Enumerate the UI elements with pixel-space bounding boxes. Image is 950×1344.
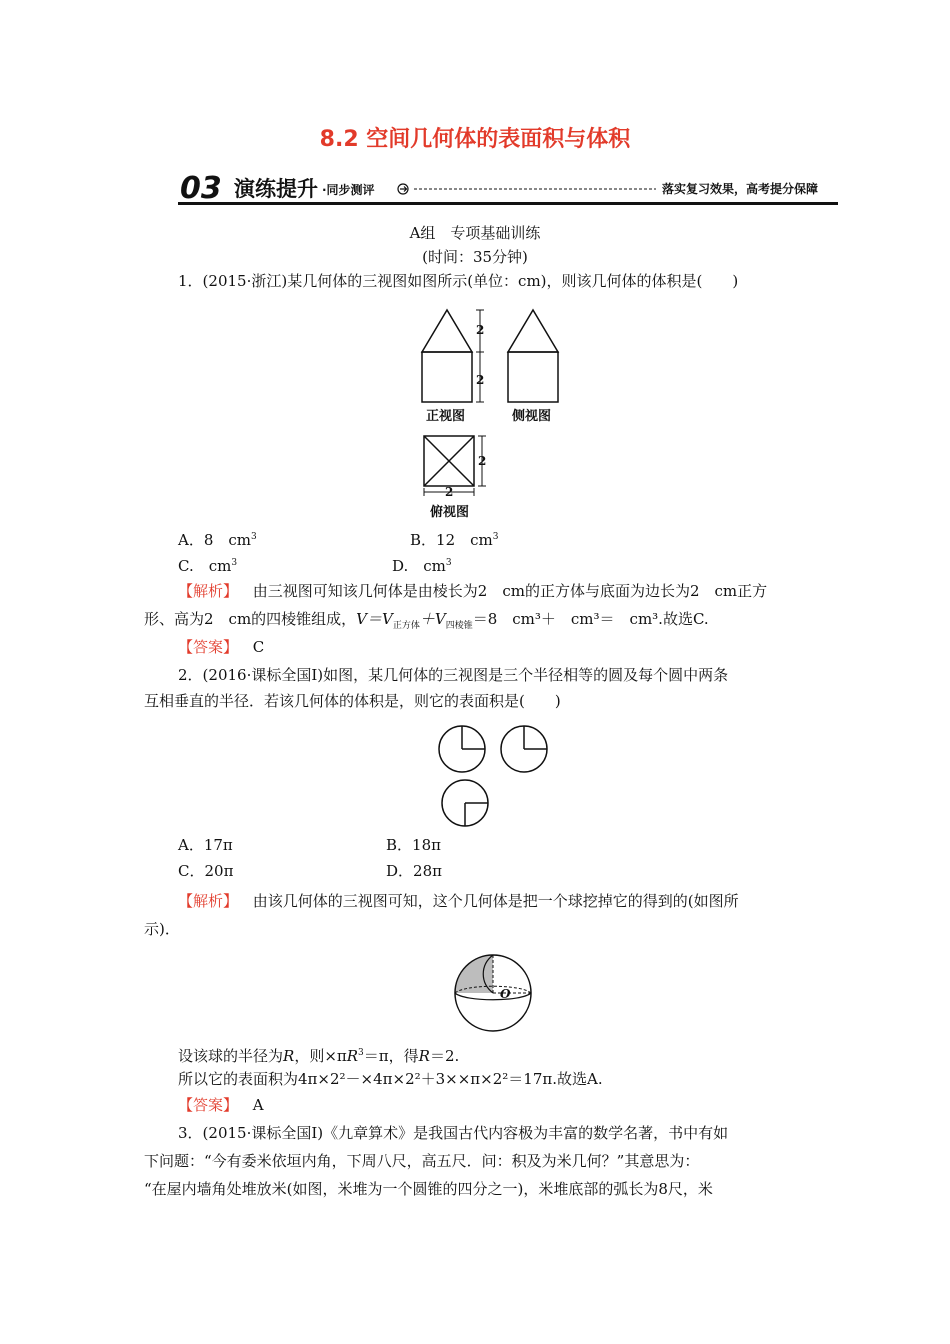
q2-solution-line-2: 所以它的表面积为4π×2²－×4π×2²＋3××π×2²＝17π.故选A. [178,1070,603,1088]
side-view-shape [508,310,558,402]
banner-number: 03 [180,171,222,206]
sphere-figure [450,950,536,1036]
q2-analysis-line-2: 示)． [144,920,180,938]
dim-label-under: 2 [445,485,454,499]
q2-stem-line-2: 互相垂直的半径．若该几何体的体积是，则它的表面积是( ) [144,692,561,710]
q2-option-a: A．17π [178,836,233,854]
banner-heading: 演练提升 [234,177,318,201]
top-view-shape [424,436,474,486]
answer-tag: 【答案】 [178,1096,239,1114]
dim-label-right: 2 [478,454,487,468]
q1-stem: 1．(2015·浙江)某几何体的三视图如图所示(单位：cm)，则该几何体的体积是( ) [178,272,739,290]
q2-option-c: C．20π [178,862,234,880]
analysis-tag: 【解析】 [178,582,239,600]
q1-option-c: C. $cm^3$ [178,557,238,575]
q1-option-a: A．8 $cm^3$ [178,531,257,549]
q1-option-b: B．12 $cm^3$ [410,531,499,549]
sphere-center-label: O [500,987,511,1001]
answer-tag: 【答案】 [178,638,239,656]
top-view-label: 俯视图 [430,505,470,520]
page-title: 8.2 空间几何体的表面积与体积 [319,127,631,152]
section-banner [178,170,838,206]
q2-analysis-line-1: 【解析】 由该几何体的三视图可知，这个几何体是把一个球挖掉它的得到的(如图所 [178,892,739,910]
q2-answer: 【答案】 A [178,1096,264,1114]
dim-label-bottom: 2 [476,373,485,387]
q2-solution-line-1: 设该球的半径为R，则$\times\pi R^3=\pi$，得R＝2. [178,1047,460,1065]
q3-line-3: “在屋内墙角处堆放米(如图，米堆为一个圆锥的四分之一)，米堆底部的弧长为8尺，米 [144,1180,713,1198]
side-view-label: 侧视图 [512,409,552,424]
banner-graphic [178,170,838,206]
front-view-label: 正视图 [426,409,466,424]
q2-option-d: D．28π [386,862,442,880]
q1-analysis-line-2: 形、高为2 cm的四棱锥组成，$V=V_{正方体}+V_{四棱锥}=8$ cm³＋ cm³＝ cm³.故选C. [144,610,709,631]
q2-stem-line-1: 2．(2016·课标全国Ⅰ)如图，某几何体的三视图是三个半径相等的圆及每个圆中两条 [178,666,729,684]
q1-answer: 【答案】 C [178,638,265,656]
analysis-tag: 【解析】 [178,892,239,910]
group-heading: A组 专项基础训练 [409,224,541,242]
q2-option-b: B．18π [386,836,441,854]
q1-option-d: D. $cm^3$ [392,557,452,575]
q3-line-2: 下问题：“今有委米依垣内角，下周八尺，高五尺．问：积及为米几何？”其意思为： [144,1152,700,1170]
banner-slogan: 落实复习效果，高考提分保障 [662,182,819,196]
q3-line-1: 3．(2015·课标全国Ⅰ)《九章算术》是我国古代内容极为丰富的数学名著，书中有如 [178,1124,729,1142]
banner-sub: ·同步测评 [322,183,375,197]
time-limit: (时间：35分钟) [422,248,528,266]
front-view-shape [422,310,472,402]
arrow-right-icon [400,187,407,192]
q1-three-view-figure [410,302,560,524]
dim-label-top: 2 [476,323,485,337]
q2-three-view-figure [436,724,550,828]
q1-analysis-line-1: 【解析】 由三视图可知该几何体是由棱长为2 cm的正方体与底面为边长为2 cm正方 [178,582,768,600]
